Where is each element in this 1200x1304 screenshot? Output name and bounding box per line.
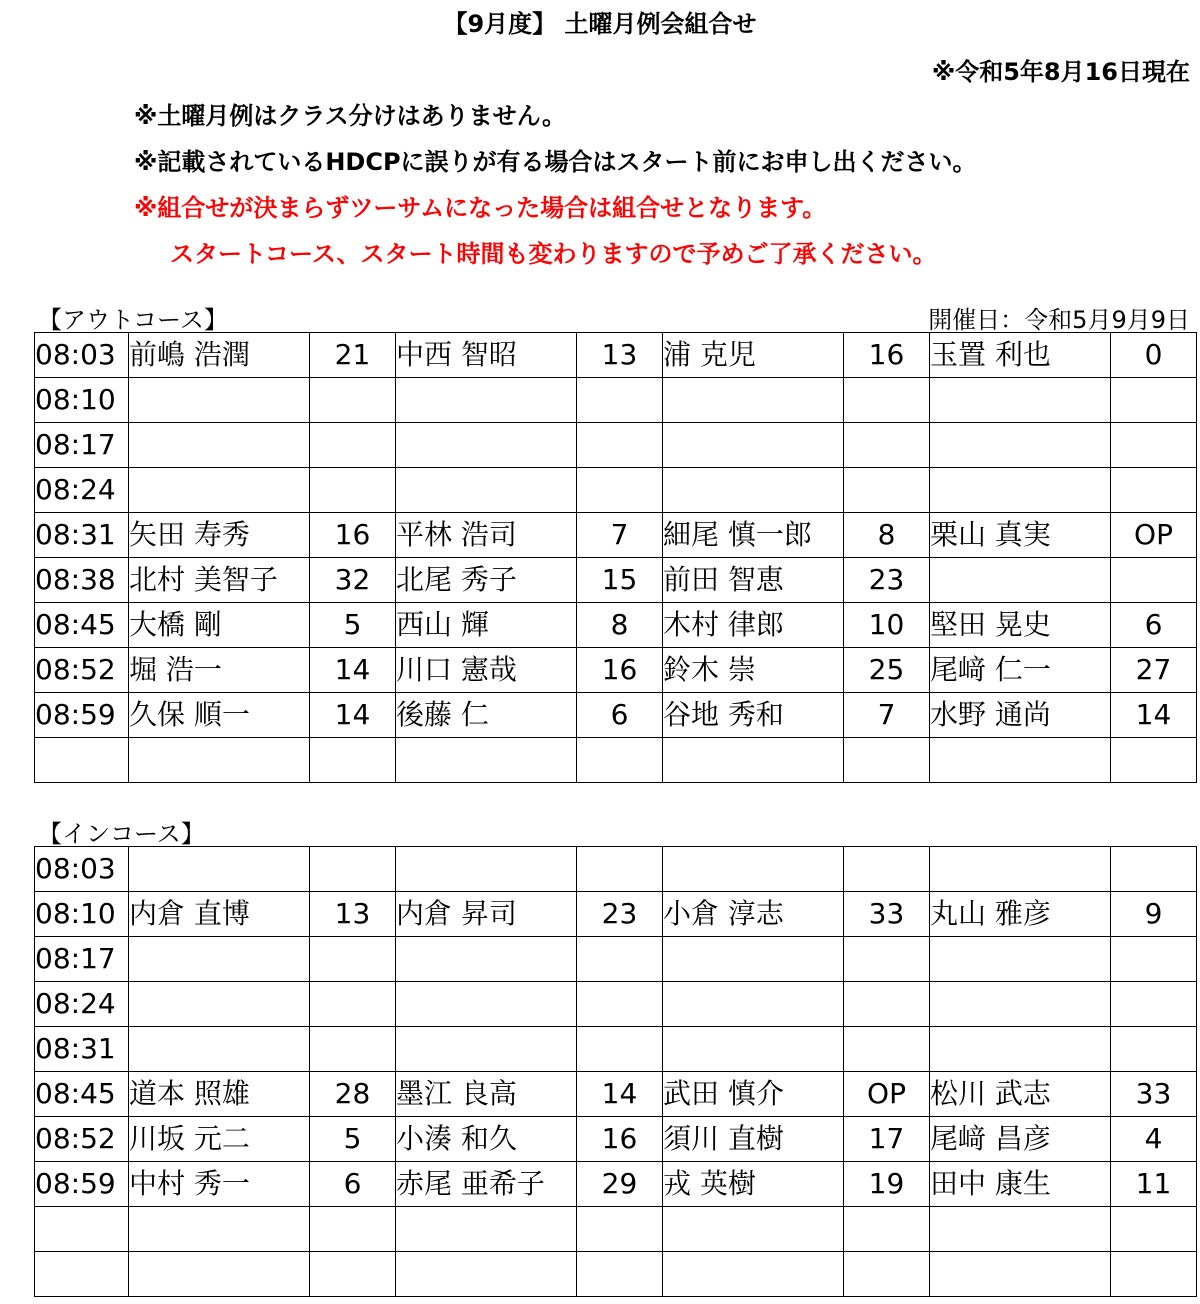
player-name: 久保 順一 — [129, 693, 310, 738]
player-name — [396, 378, 577, 423]
player-name — [663, 423, 844, 468]
player-hdcp — [1111, 937, 1197, 982]
player-name — [129, 847, 310, 892]
player-hdcp — [1111, 847, 1197, 892]
player-name: 須川 直樹 — [663, 1117, 844, 1162]
player-hdcp — [577, 937, 663, 982]
player-name: 平林 浩司 — [396, 513, 577, 558]
start-time: 08:45 — [35, 603, 129, 648]
player-name: 田中 康生 — [930, 1162, 1111, 1207]
player-name — [129, 378, 310, 423]
player-hdcp: 16 — [577, 648, 663, 693]
player-name: 栗山 真実 — [930, 513, 1111, 558]
tee-time-row — [35, 333, 1197, 378]
player-hdcp — [844, 378, 930, 423]
out-course-table — [34, 332, 1197, 783]
player-name: 北尾 秀子 — [396, 558, 577, 603]
player-name: 松川 武志 — [930, 1072, 1111, 1117]
player-hdcp: 4 — [1111, 1117, 1197, 1162]
player-hdcp — [310, 423, 396, 468]
player-hdcp: 6 — [577, 693, 663, 738]
player-hdcp — [577, 468, 663, 513]
warning-twosome: ※組合せが決まらずツーサムになった場合は組合せとなります。 — [134, 194, 827, 222]
player-hdcp: 7 — [844, 693, 930, 738]
start-time — [35, 1252, 129, 1297]
start-time: 08:24 — [35, 468, 129, 513]
tee-time-row — [35, 847, 1197, 892]
player-name — [129, 423, 310, 468]
player-hdcp: 27 — [1111, 648, 1197, 693]
start-time: 08:59 — [35, 1162, 129, 1207]
player-hdcp — [844, 738, 930, 783]
player-name: 小湊 和久 — [396, 1117, 577, 1162]
player-hdcp: 8 — [844, 513, 930, 558]
player-hdcp — [577, 1252, 663, 1297]
player-name: 墨江 良高 — [396, 1072, 577, 1117]
player-name: 北村 美智子 — [129, 558, 310, 603]
tee-time-row — [35, 1162, 1197, 1207]
start-time: 08:03 — [35, 333, 129, 378]
tee-time-row — [35, 1027, 1197, 1072]
player-hdcp: 16 — [577, 1117, 663, 1162]
player-hdcp — [1111, 378, 1197, 423]
player-hdcp — [844, 937, 930, 982]
player-name — [129, 468, 310, 513]
player-hdcp — [310, 1252, 396, 1297]
tee-time-row — [35, 468, 1197, 513]
player-hdcp: 14 — [1111, 693, 1197, 738]
player-hdcp — [844, 1252, 930, 1297]
out-course-label: 【アウトコース】 — [38, 306, 228, 334]
start-time: 08:10 — [35, 378, 129, 423]
player-name — [396, 937, 577, 982]
player-name — [663, 982, 844, 1027]
player-name — [930, 937, 1111, 982]
player-hdcp: 32 — [310, 558, 396, 603]
player-name — [396, 1027, 577, 1072]
player-name: 川坂 元二 — [129, 1117, 310, 1162]
tee-time-row — [35, 558, 1197, 603]
player-name — [663, 937, 844, 982]
player-name — [129, 738, 310, 783]
tee-time-row — [35, 423, 1197, 468]
start-time: 08:59 — [35, 693, 129, 738]
start-time: 08:24 — [35, 982, 129, 1027]
player-name: 谷地 秀和 — [663, 693, 844, 738]
player-name: 中村 秀一 — [129, 1162, 310, 1207]
player-name — [663, 1027, 844, 1072]
start-time: 08:17 — [35, 937, 129, 982]
in-course-label: 【インコース】 — [38, 820, 205, 848]
player-hdcp — [577, 1027, 663, 1072]
player-name — [663, 1252, 844, 1297]
player-hdcp: 21 — [310, 333, 396, 378]
player-name: 堅田 晃史 — [930, 603, 1111, 648]
player-hdcp: 14 — [310, 693, 396, 738]
start-time: 08:31 — [35, 1027, 129, 1072]
note-no-class: ※土曜月例はクラス分けはありません。 — [134, 102, 567, 130]
player-hdcp — [577, 847, 663, 892]
tee-time-row — [35, 937, 1197, 982]
player-name — [396, 847, 577, 892]
player-name — [930, 423, 1111, 468]
start-time — [35, 1207, 129, 1252]
player-hdcp: 29 — [577, 1162, 663, 1207]
player-name: 矢田 寿秀 — [129, 513, 310, 558]
player-name: 細尾 慎一郎 — [663, 513, 844, 558]
tee-time-row — [35, 378, 1197, 423]
player-name — [396, 982, 577, 1027]
player-hdcp: 9 — [1111, 892, 1197, 937]
player-hdcp — [310, 937, 396, 982]
player-name — [129, 1252, 310, 1297]
player-hdcp: 25 — [844, 648, 930, 693]
tee-time-row — [35, 603, 1197, 648]
player-hdcp: 5 — [310, 603, 396, 648]
player-name — [930, 378, 1111, 423]
player-hdcp: 10 — [844, 603, 930, 648]
player-hdcp — [310, 847, 396, 892]
event-date: 開催日：令和5月9月9日 — [928, 306, 1190, 334]
player-name — [129, 1207, 310, 1252]
player-name — [396, 468, 577, 513]
player-name — [930, 468, 1111, 513]
player-name: 前嶋 浩潤 — [129, 333, 310, 378]
player-name — [663, 738, 844, 783]
start-time: 08:52 — [35, 648, 129, 693]
player-hdcp — [1111, 1027, 1197, 1072]
player-hdcp: 16 — [310, 513, 396, 558]
player-hdcp: 7 — [577, 513, 663, 558]
player-hdcp — [844, 982, 930, 1027]
player-name: 鈴木 崇 — [663, 648, 844, 693]
player-hdcp: 33 — [844, 892, 930, 937]
tee-time-row — [35, 738, 1197, 783]
start-time: 08:31 — [35, 513, 129, 558]
player-name — [396, 1252, 577, 1297]
player-name — [930, 738, 1111, 783]
player-hdcp: OP — [1111, 513, 1197, 558]
start-time: 08:45 — [35, 1072, 129, 1117]
player-hdcp — [1111, 982, 1197, 1027]
player-name — [129, 1027, 310, 1072]
tee-time-row — [35, 1072, 1197, 1117]
player-hdcp: 16 — [844, 333, 930, 378]
tee-time-row — [35, 1207, 1197, 1252]
player-hdcp: 13 — [310, 892, 396, 937]
player-name — [663, 378, 844, 423]
player-name: 川口 憲哉 — [396, 648, 577, 693]
player-name — [396, 738, 577, 783]
player-hdcp — [1111, 1252, 1197, 1297]
player-hdcp — [310, 1207, 396, 1252]
player-name: 水野 通尚 — [930, 693, 1111, 738]
player-name: 内倉 直博 — [129, 892, 310, 937]
player-hdcp — [844, 1207, 930, 1252]
player-hdcp: 14 — [577, 1072, 663, 1117]
player-hdcp — [310, 468, 396, 513]
player-name: 木村 律郎 — [663, 603, 844, 648]
player-hdcp: 14 — [310, 648, 396, 693]
player-name: 中西 智昭 — [396, 333, 577, 378]
player-name — [396, 1207, 577, 1252]
player-name — [129, 937, 310, 982]
start-time: 08:03 — [35, 847, 129, 892]
player-hdcp — [1111, 423, 1197, 468]
player-hdcp — [1111, 468, 1197, 513]
player-hdcp — [577, 738, 663, 783]
player-hdcp: 11 — [1111, 1162, 1197, 1207]
player-name — [930, 982, 1111, 1027]
player-hdcp: 6 — [1111, 603, 1197, 648]
warning-start-change: スタートコース、スタート時間も変わりますので予めご了承ください。 — [170, 240, 937, 268]
player-name — [396, 423, 577, 468]
player-name: 丸山 雅彦 — [930, 892, 1111, 937]
player-hdcp: 5 — [310, 1117, 396, 1162]
player-name: 戎 英樹 — [663, 1162, 844, 1207]
in-course-table — [34, 846, 1197, 1297]
player-hdcp — [310, 738, 396, 783]
tee-time-row — [35, 1252, 1197, 1297]
start-time: 08:38 — [35, 558, 129, 603]
page-title: 【9月度】 土曜月例会組合せ — [443, 10, 757, 38]
player-hdcp — [844, 468, 930, 513]
start-time — [35, 738, 129, 783]
player-name: 大橋 剛 — [129, 603, 310, 648]
tee-time-row — [35, 513, 1197, 558]
player-name: 堀 浩一 — [129, 648, 310, 693]
player-hdcp: 8 — [577, 603, 663, 648]
player-hdcp — [577, 423, 663, 468]
player-name: 玉置 利也 — [930, 333, 1111, 378]
start-time: 08:52 — [35, 1117, 129, 1162]
player-hdcp — [1111, 738, 1197, 783]
player-name: 浦 克児 — [663, 333, 844, 378]
player-name — [930, 847, 1111, 892]
as-of-date: ※令和5年8月16日現在 — [931, 58, 1190, 86]
player-name — [663, 847, 844, 892]
start-time: 08:10 — [35, 892, 129, 937]
player-name: 後藤 仁 — [396, 693, 577, 738]
player-hdcp: 19 — [844, 1162, 930, 1207]
player-name — [663, 1207, 844, 1252]
player-hdcp — [844, 1027, 930, 1072]
player-hdcp — [844, 847, 930, 892]
player-hdcp — [310, 982, 396, 1027]
player-hdcp: 6 — [310, 1162, 396, 1207]
player-name: 尾﨑 仁一 — [930, 648, 1111, 693]
player-hdcp: 23 — [577, 892, 663, 937]
player-hdcp: 13 — [577, 333, 663, 378]
tee-time-row — [35, 648, 1197, 693]
player-name: 内倉 昇司 — [396, 892, 577, 937]
player-hdcp — [310, 1027, 396, 1072]
player-name — [663, 468, 844, 513]
player-hdcp: 0 — [1111, 333, 1197, 378]
player-name — [930, 1027, 1111, 1072]
player-name — [930, 1207, 1111, 1252]
player-hdcp — [577, 982, 663, 1027]
player-hdcp — [844, 423, 930, 468]
player-name: 赤尾 亜希子 — [396, 1162, 577, 1207]
player-hdcp: 28 — [310, 1072, 396, 1117]
tee-time-row — [35, 1117, 1197, 1162]
player-hdcp — [1111, 1207, 1197, 1252]
player-name: 前田 智恵 — [663, 558, 844, 603]
player-name: 武田 慎介 — [663, 1072, 844, 1117]
player-hdcp — [310, 378, 396, 423]
tee-time-row — [35, 892, 1197, 937]
note-hdcp: ※記載されているHDCPに誤りが有る場合はスタート前にお申し出ください。 — [134, 148, 977, 176]
player-hdcp: 17 — [844, 1117, 930, 1162]
player-hdcp: 23 — [844, 558, 930, 603]
player-hdcp — [577, 1207, 663, 1252]
player-name: 尾﨑 昌彦 — [930, 1117, 1111, 1162]
tee-time-row — [35, 693, 1197, 738]
player-hdcp — [1111, 558, 1197, 603]
player-name: 西山 輝 — [396, 603, 577, 648]
player-name: 小倉 淳志 — [663, 892, 844, 937]
player-hdcp: 15 — [577, 558, 663, 603]
player-name — [930, 558, 1111, 603]
player-name — [930, 1252, 1111, 1297]
player-name — [129, 982, 310, 1027]
player-hdcp: 33 — [1111, 1072, 1197, 1117]
start-time: 08:17 — [35, 423, 129, 468]
player-name: 道本 照雄 — [129, 1072, 310, 1117]
player-hdcp — [577, 378, 663, 423]
player-hdcp: OP — [844, 1072, 930, 1117]
tee-time-row — [35, 982, 1197, 1027]
